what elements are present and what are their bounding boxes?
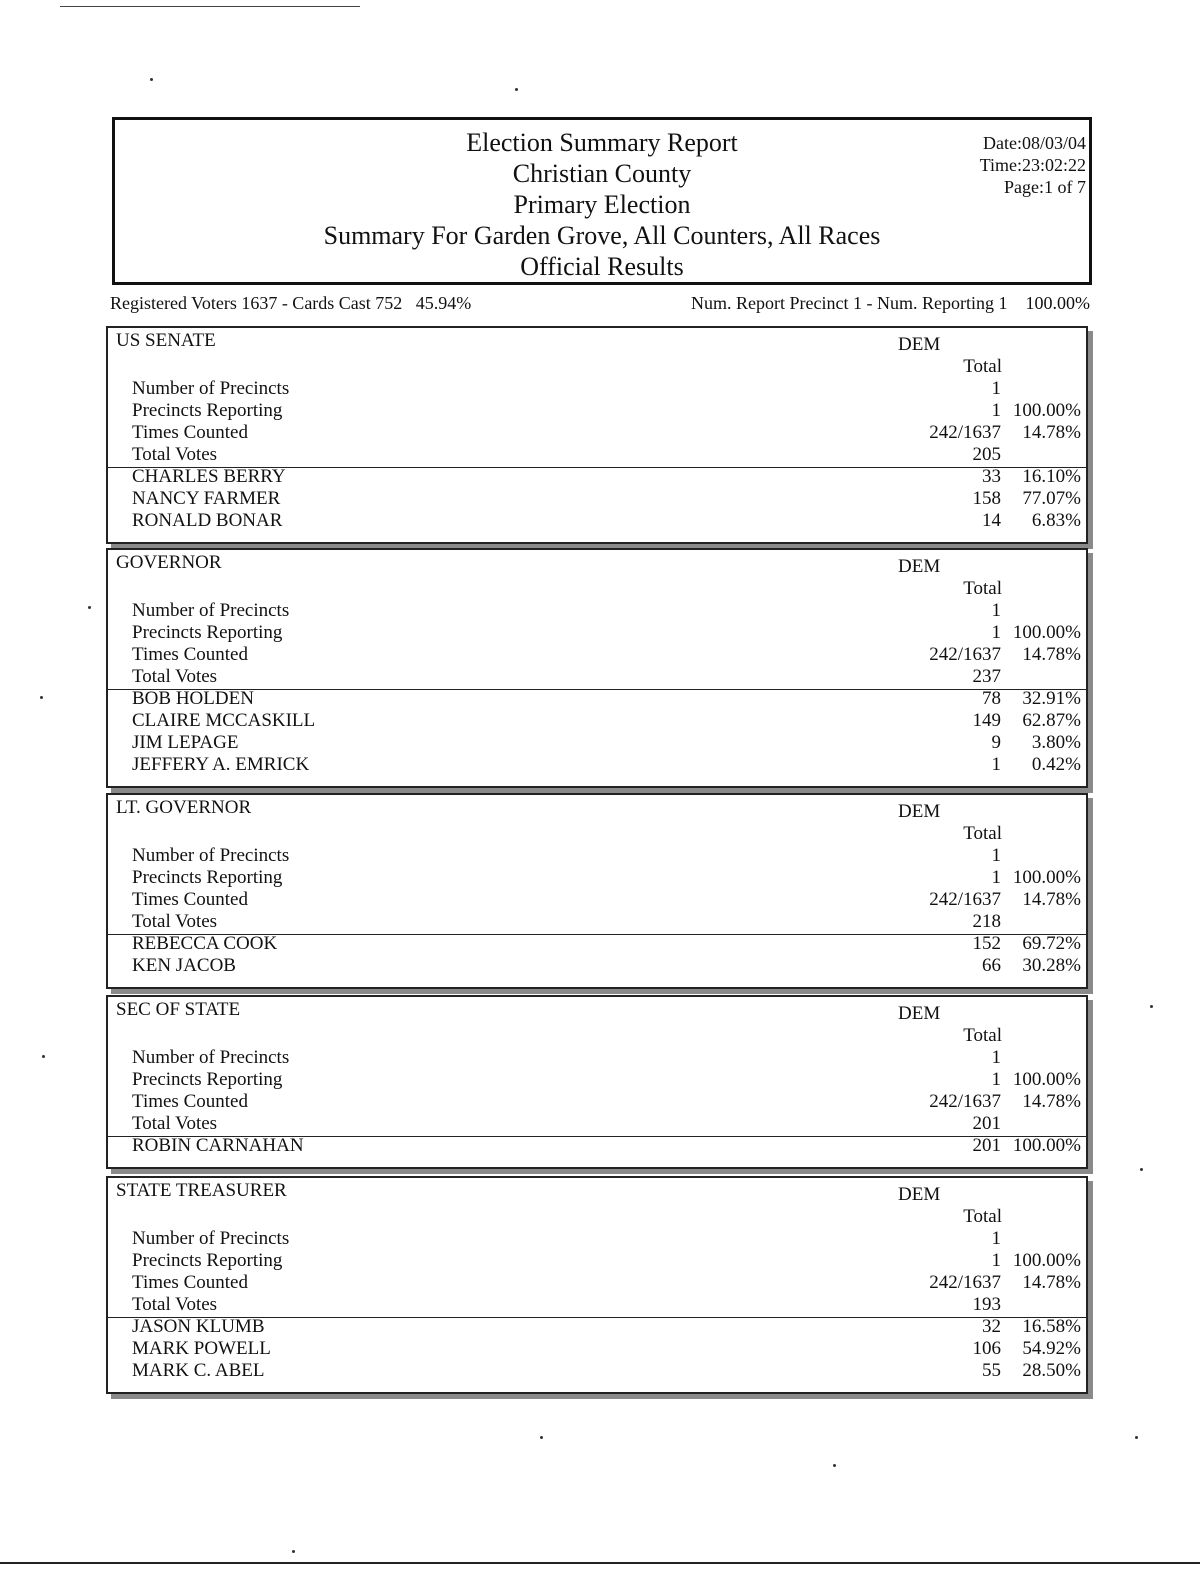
stat-row [108,666,1086,688]
candidate-name: KEN JACOB [132,955,236,976]
stat-row [108,422,1086,444]
stat-value: 1 [991,845,1001,866]
race-box [106,548,1088,788]
stat-value: 218 [972,911,1001,932]
stat-row [108,378,1086,400]
report-date: Date:08/03/04 [983,133,1086,153]
stat-value: 1 [991,622,1001,643]
stat-label: Number of Precincts [132,1228,290,1249]
stat-percent: 100.00% [1012,1069,1081,1090]
stat-label: Number of Precincts [132,1047,290,1068]
stat-row [108,1069,1086,1091]
stat-percent: 100.00% [1012,867,1081,888]
stat-row [108,1047,1086,1069]
candidate-votes: 9 [991,732,1001,753]
stat-label: Number of Precincts [132,600,290,621]
stat-label: Total Votes [132,444,218,465]
stat-value: 1 [991,1250,1001,1271]
candidate-votes: 106 [972,1338,1001,1359]
stat-percent: 100.00% [1012,400,1081,421]
party-label: DEM [898,334,941,355]
stat-row [108,911,1086,933]
stat-row [108,600,1086,622]
race-title: LT. GOVERNOR [116,797,252,818]
stat-value: 1 [991,1069,1001,1090]
candidate-row [108,1360,1086,1382]
report-time: Time:23:02:22 [979,155,1086,175]
candidate-name: CHARLES BERRY [132,466,286,487]
race-title: US SENATE [116,330,216,351]
candidate-row [108,754,1086,776]
stat-row [108,1250,1086,1272]
candidate-row [108,510,1086,532]
party-label: DEM [898,801,941,822]
stat-row [108,400,1086,422]
stat-value: 205 [972,444,1001,465]
stat-value: 1 [991,1228,1001,1249]
candidate-percent: 32.91% [1022,688,1081,709]
candidate-name: ROBIN CARNAHAN [132,1135,304,1156]
candidate-row [108,732,1086,754]
candidate-name: JASON KLUMB [132,1316,265,1337]
stat-label: Number of Precincts [132,378,290,399]
stat-value: 1 [991,867,1001,888]
candidate-votes: 55 [982,1360,1001,1381]
candidate-row [108,1316,1086,1338]
total-column-header: Total [963,1025,1002,1046]
report-header [112,117,1092,285]
stat-row [108,644,1086,666]
stat-row [108,1294,1086,1316]
stat-value: 237 [972,666,1001,687]
stat-label: Total Votes [132,1113,218,1134]
stat-value: 1 [991,600,1001,621]
race-box [106,326,1088,544]
candidate-row [108,688,1086,710]
stat-row [108,1113,1086,1135]
candidate-name: REBECCA COOK [132,933,278,954]
stat-value: 242/1637 [929,644,1001,665]
total-column-header: Total [963,1206,1002,1227]
candidate-percent: 30.28% [1022,955,1081,976]
candidate-row [108,1338,1086,1360]
candidate-row [108,933,1086,955]
results-status: Official Results [520,252,684,281]
scan-speck [540,1436,543,1439]
scan-speck [515,88,518,91]
race-box [106,1176,1088,1394]
race-title: STATE TREASURER [116,1180,287,1201]
scan-speck [1150,1005,1153,1008]
candidate-percent: 16.10% [1022,466,1081,487]
total-column-header: Total [963,823,1002,844]
stat-percent: 100.00% [1012,622,1081,643]
stat-label: Precincts Reporting [132,1250,283,1271]
scan-speck [1135,1436,1138,1439]
stat-row [108,1272,1086,1294]
candidate-votes: 201 [972,1135,1001,1156]
candidate-votes: 152 [972,933,1001,954]
stat-label: Times Counted [132,1091,248,1112]
scan-speck [40,696,43,699]
stat-label: Total Votes [132,1294,218,1315]
stat-value: 1 [991,1047,1001,1068]
candidate-votes: 14 [982,510,1001,531]
stat-label: Times Counted [132,644,248,665]
candidate-name: MARK POWELL [132,1338,271,1359]
page-number: Page:1 of 7 [1004,177,1086,197]
scan-speck [150,78,153,81]
scan-speck [833,1464,836,1467]
candidate-percent: 54.92% [1022,1338,1081,1359]
summary-scope: Summary For Garden Grove, All Counters, All Races [323,221,881,250]
stat-value: 242/1637 [929,1091,1001,1112]
stat-percent: 14.78% [1022,1272,1081,1293]
candidate-percent: 6.83% [1031,510,1081,531]
stat-value: 1 [991,400,1001,421]
party-label: DEM [898,556,941,577]
stat-row [108,889,1086,911]
stat-value: 201 [972,1113,1001,1134]
candidate-percent: 16.58% [1022,1316,1081,1337]
candidate-percent: 0.42% [1031,754,1081,775]
stat-value: 1 [991,378,1001,399]
stat-value: 242/1637 [929,1272,1001,1293]
candidate-name: JIM LEPAGE [132,732,239,753]
stat-value: 193 [972,1294,1001,1315]
total-column-header: Total [963,356,1002,377]
race-title: SEC OF STATE [116,999,241,1020]
party-label: DEM [898,1184,941,1205]
scan-speck [292,1550,295,1553]
candidate-percent: 100.00% [1012,1135,1081,1156]
stat-row [108,867,1086,889]
candidate-row [108,955,1086,977]
candidate-row [108,488,1086,510]
stat-row [108,845,1086,867]
scan-speck [88,606,91,609]
election-name: Primary Election [513,190,691,219]
candidate-name: MARK C. ABEL [132,1360,265,1381]
stat-label: Total Votes [132,911,218,932]
candidate-name: CLAIRE MCCASKILL [132,710,316,731]
stat-label: Times Counted [132,889,248,910]
candidate-votes: 78 [982,688,1001,709]
candidate-percent: 3.80% [1031,732,1081,753]
candidate-name: BOB HOLDEN [132,688,254,709]
stat-percent: 14.78% [1022,1091,1081,1112]
race-title: GOVERNOR [116,552,222,573]
report-title: Election Summary Report [466,128,738,157]
stat-percent: 100.00% [1012,1250,1081,1271]
scan-speck [42,1055,45,1058]
candidate-percent: 28.50% [1022,1360,1081,1381]
stat-row [108,1228,1086,1250]
stat-label: Number of Precincts [132,845,290,866]
candidate-row [108,1135,1086,1157]
stat-percent: 14.78% [1022,644,1081,665]
report-meta [980,132,1086,198]
candidate-name: RONALD BONAR [132,510,283,531]
candidate-votes: 66 [982,955,1001,976]
stat-value: 242/1637 [929,422,1001,443]
candidate-votes: 32 [982,1316,1001,1337]
stat-value: 242/1637 [929,889,1001,910]
stat-row [108,444,1086,466]
stat-row [108,1091,1086,1113]
stat-row [108,622,1086,644]
race-box [106,995,1088,1169]
scan-speck [1140,1168,1143,1171]
stat-label: Total Votes [132,666,218,687]
candidate-name: NANCY FARMER [132,488,281,509]
stat-label: Precincts Reporting [132,400,283,421]
stat-label: Times Counted [132,1272,248,1293]
candidate-votes: 33 [982,466,1001,487]
stat-label: Precincts Reporting [132,867,283,888]
precincts-reporting-summary: Num. Report Precinct 1 - Num. Reporting 1 100.00% [691,293,1090,313]
candidate-percent: 77.07% [1022,488,1081,509]
stat-percent: 14.78% [1022,422,1081,443]
registered-voters-summary: Registered Voters 1637 - Cards Cast 752 45.94% [110,293,472,313]
candidate-percent: 69.72% [1022,933,1081,954]
total-column-header: Total [963,578,1002,599]
candidate-row [108,466,1086,488]
scan-top-rule [60,6,360,7]
county-name: Christian County [512,159,692,188]
party-label: DEM [898,1003,941,1024]
stat-label: Precincts Reporting [132,1069,283,1090]
candidate-votes: 158 [972,488,1001,509]
scan-bottom-rule [0,1562,1200,1564]
candidate-percent: 62.87% [1022,710,1081,731]
stat-percent: 14.78% [1022,889,1081,910]
race-box [106,793,1088,989]
stat-label: Times Counted [132,422,248,443]
candidate-votes: 149 [972,710,1001,731]
candidate-votes: 1 [991,754,1001,775]
stat-label: Precincts Reporting [132,622,283,643]
candidate-name: JEFFERY A. EMRICK [132,754,310,775]
candidate-row [108,710,1086,732]
